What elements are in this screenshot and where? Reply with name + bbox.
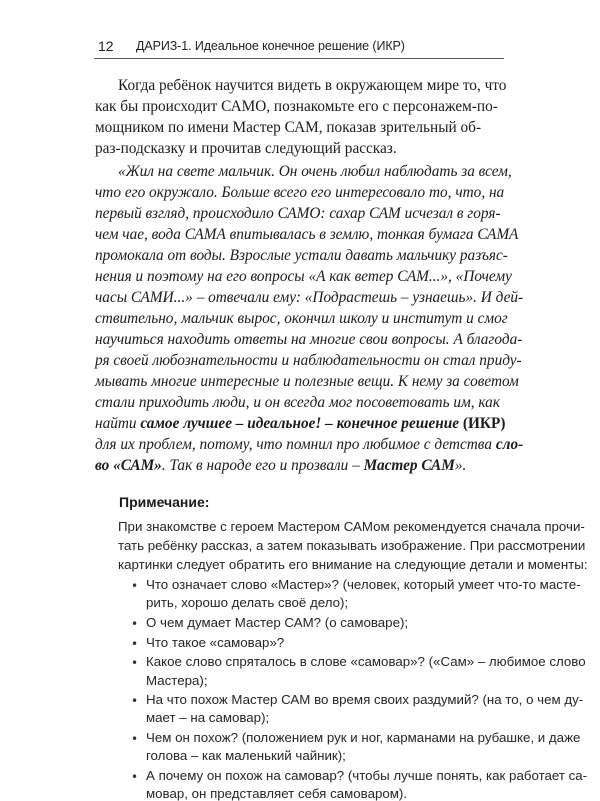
bullet-line: Какое слово спряталось в слове «самовар»? («Сам» – любимое слово bbox=[146, 654, 586, 670]
bullet-line: мовар, он представляет себя самоваром). bbox=[146, 786, 408, 801]
bullet-marker: • bbox=[131, 656, 139, 671]
story-line: мывать многие интересные и полезные вещи. К нему за советом bbox=[95, 373, 519, 390]
bullet-line: Что такое «самовар»? bbox=[146, 634, 285, 650]
bullet-line: голова – как маленький чайник); bbox=[146, 748, 346, 764]
intro-line: как бы происходит САМО, познакомьте его с персонажем-по- bbox=[95, 98, 498, 115]
bullet-line: Мастера); bbox=[146, 672, 208, 688]
bullet-line: Что означает слово «Мастер»? (человек, который умеет что-то масте- bbox=[146, 577, 581, 592]
bullet-line: Чем он похож? (положением рук и ног, карманами на рубашке, и даже bbox=[146, 730, 581, 746]
story-text: найти bbox=[95, 415, 141, 432]
running-title: ДАРИЗ-1. Идеальное конечное решение (ИКР) bbox=[136, 39, 405, 53]
story-line: нения и поэтому на его вопросы «А как ветер САМ...», «Почему bbox=[95, 268, 512, 285]
running-header bbox=[94, 36, 504, 59]
story-line: промокала от воды. Взрослые устали давать мальчику разъяс- bbox=[95, 247, 508, 264]
note-intro-line: картинки следует обратить его внимание на следующие детали и моменты: bbox=[118, 557, 588, 572]
bullet-line: На что похож Мастер САМ во время своих раздумий? (на то, о чем ду- bbox=[146, 692, 584, 708]
note-title: Примечание: bbox=[119, 494, 210, 510]
bullet-marker: • bbox=[131, 694, 139, 709]
bullet-marker: • bbox=[131, 579, 139, 593]
bullet-marker: • bbox=[131, 732, 139, 747]
intro-line: раз-подсказку и прочитав следующий рассказ. bbox=[95, 140, 397, 157]
bullet-marker: • bbox=[131, 770, 139, 784]
story-line: часы САМИ...» – отвечали ему: «Подрастешь – узнаешь». И дей- bbox=[95, 289, 524, 306]
story-line: «Жил на свете мальчик. Он очень любил наблюдать за всем, bbox=[118, 163, 512, 180]
story-text: . Так в народе его и прозвали – bbox=[161, 457, 364, 474]
story-line: научиться находить ответы на многие свои вопросы. А благода- bbox=[95, 331, 523, 348]
story-text: для их проблем, потому, что помнил про любимое с детства bbox=[95, 436, 496, 453]
story-line-15 bbox=[95, 457, 466, 475]
story-line-13 bbox=[95, 415, 505, 433]
bullet-line: рить, хорошо делать своё дело); bbox=[146, 595, 349, 611]
intro-line: Когда ребёнок научится видеть в окружающем мире то, что bbox=[118, 77, 507, 94]
story-abbr-ikr: (ИКР) bbox=[459, 415, 506, 432]
story-line: ствительно, мальчик вырос, окончил школу и институт и смог bbox=[95, 310, 508, 327]
bullet-line: О чем думает Мастер САМ? (о самоваре); bbox=[146, 614, 409, 630]
note-intro-line: тать ребёнку рассказ, а затем показывать изображение. При рассмотрении bbox=[118, 538, 586, 553]
story-bold-text: Мастер САМ bbox=[363, 457, 455, 474]
story-bold-text: сло- bbox=[495, 436, 524, 453]
story-text: ». bbox=[454, 457, 467, 474]
story-bold-text: самое лучшее – идеальное! – конечное решение bbox=[140, 415, 460, 432]
intro-line: мощником по имени Мастер САМ, показав зрительный об- bbox=[95, 119, 482, 136]
story-line: ря своей любознательности и наблюдательности он стал приду- bbox=[95, 352, 522, 369]
bullet-line: А почему он похож на самовар? (чтобы лучше понять, как работает са- bbox=[146, 768, 588, 783]
note-intro-line: При знакомстве с героем Мастером САМом рекомендуется сначала прочи- bbox=[118, 519, 585, 534]
story-line-14 bbox=[95, 436, 523, 454]
page-number: 12 bbox=[98, 38, 114, 54]
story-line: первый взгляд, происходило САМО: сахар САМ исчезал в горя- bbox=[95, 205, 501, 222]
story-line: что его окружало. Больше всего его интересовало то, что, на bbox=[95, 184, 505, 201]
story-line: чем чае, вода САМА впитывалась в землю, тонкая бумага САМА bbox=[95, 226, 519, 243]
bullet-line: мает – на самовар); bbox=[146, 710, 270, 726]
story-bold-text: во «САМ» bbox=[95, 457, 162, 474]
story-line: стали приходить люди, и он всегда мог посоветовать им, как bbox=[95, 394, 500, 411]
bullet-marker: • bbox=[131, 636, 139, 651]
bullet-marker: • bbox=[131, 616, 139, 631]
